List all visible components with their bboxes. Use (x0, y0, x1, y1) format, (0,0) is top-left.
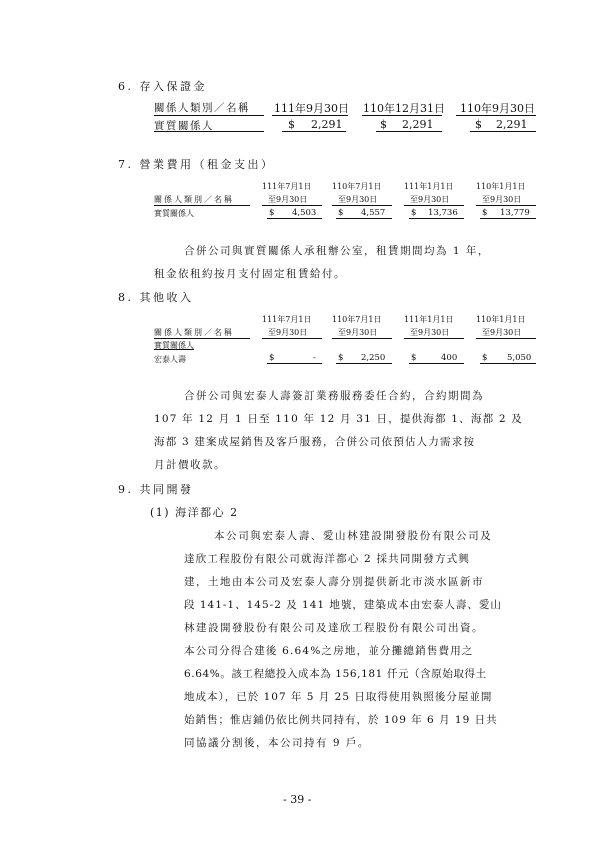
cell-value: 4,557 (361, 208, 386, 218)
cell-value: - (313, 353, 316, 363)
table-header-col-3-line-1: 111年1月1日 (404, 315, 454, 324)
cell-value: 4,503 (292, 208, 317, 218)
table-header-col-1-line-1: 111年7月1日 (262, 315, 312, 324)
value-rule (409, 218, 464, 219)
table-header-col-4-line-2: 至9月30日 (482, 328, 522, 337)
header-rule (404, 205, 464, 206)
table-header-col-2: 110年12月31日 (363, 102, 445, 115)
section-8-title: 8. 其他收入 (118, 291, 194, 304)
paragraph-line: 租金依租約按月支付固定租賃給付。 (154, 268, 346, 280)
header-rule (154, 338, 250, 339)
table-header-col-4-line-1: 110年1月1日 (476, 315, 526, 324)
currency-symbol: $ (288, 118, 295, 131)
paragraph-line: 合併公司與宏泰人壽簽訂業務服務委任合約，合約期間為 (184, 390, 484, 402)
header-rule (476, 205, 536, 206)
value-rule (480, 363, 536, 364)
paragraph-line: 海都 3 建案成屋銷售及客戶服務，合併公司依預估人力需求按 (154, 436, 476, 448)
table-header-col-3-line-2: 至9月30日 (410, 195, 450, 204)
row-label: 實質關係人 (154, 209, 194, 218)
table-header-col-2-line-1: 110年7月1日 (332, 182, 382, 191)
paragraph-line: 達欣工程股份有限公司就海洋都心 2 採共同開發方式興 (184, 553, 471, 565)
paragraph-line: 地成本），已於 107 年 5 月 25 日取得使用執照後分屋並開 (184, 691, 493, 703)
paragraph-line: 林建設開發股份有限公司及達欣工程股份有限公司出資。 (184, 622, 484, 634)
value-rule (267, 218, 322, 219)
row-label: 實質關係人 (154, 120, 214, 132)
table-header-col-1-line-2: 至9月30日 (268, 328, 308, 337)
value-rule (376, 131, 442, 132)
table-header-col-1: 111年9月30日 (274, 102, 349, 115)
table-header-col-4-line-2: 至9月30日 (482, 195, 522, 204)
table-header-col-1-line-2: 至9月30日 (268, 195, 308, 204)
section-6-title: 6. 存入保證金 (118, 80, 207, 93)
currency-symbol: $ (411, 208, 417, 218)
row-label: 宏泰人壽 (154, 355, 186, 364)
row-rule (154, 131, 264, 132)
table-header-col-2-line-2: 至9月30日 (338, 328, 378, 337)
table-header-col-2-line-2: 至9月30日 (338, 195, 378, 204)
paragraph-line: 同協議分割後，本公司持有 9 戶。 (184, 737, 370, 749)
currency-symbol: $ (269, 353, 275, 363)
currency-symbol: $ (380, 118, 387, 131)
header-rule (332, 338, 392, 339)
cell-value: 13,779 (500, 208, 530, 218)
currency-symbol: $ (482, 208, 488, 218)
value-rule (480, 218, 536, 219)
header-rule (476, 338, 536, 339)
table-header-col-3-line-2: 至9月30日 (410, 328, 450, 337)
header-rule (154, 205, 250, 206)
cell-value: 2,291 (496, 118, 528, 131)
paragraph-line: 月計價收款。 (154, 459, 226, 471)
currency-symbol: $ (411, 353, 417, 363)
cell-value: 2,250 (361, 353, 386, 363)
table-header-col-1-line-1: 111年7月1日 (262, 182, 312, 191)
section-9-title: 9. 共同開發 (118, 483, 194, 496)
table-header-col-2-line-1: 110年7月1日 (332, 315, 382, 324)
header-rule (262, 205, 322, 206)
cell-value: 2,291 (402, 118, 434, 131)
header-rule (404, 338, 464, 339)
table-header-col-4-line-1: 110年1月1日 (476, 182, 526, 191)
value-rule (470, 131, 536, 132)
header-rule (272, 115, 348, 116)
paragraph-line: 始銷售；惟店鋪仍依比例共同持有，於 109 年 6 月 19 日共 (184, 714, 498, 726)
header-rule (332, 205, 392, 206)
header-rule (154, 115, 264, 116)
value-rule (267, 363, 322, 364)
value-rule (409, 363, 464, 364)
currency-symbol: $ (475, 118, 482, 131)
header-rule (362, 115, 442, 116)
table-header-category: 關係人類別／名稱 (154, 195, 234, 204)
paragraph-line: 107 年 12 月 1 日至 110 年 12 月 31 日，提供海都 1、海都 2 及 (154, 413, 523, 425)
cell-value: 13,736 (428, 208, 458, 218)
table-header-col-3: 110年9月30日 (460, 102, 535, 115)
paragraph-line: 建，土地由本公司及宏泰人壽分別提供新北市淡水區新市 (184, 576, 484, 588)
value-rule (336, 363, 392, 364)
currency-symbol: $ (269, 208, 275, 218)
cell-value: 5,050 (507, 353, 532, 363)
currency-symbol: $ (338, 353, 344, 363)
table-header-category: 關係人類別／名稱 (154, 102, 250, 114)
section-7-title: 7. 營業費用（租金支出） (118, 158, 275, 171)
paragraph-line: 段 141-1、145-2 及 141 地號，建築成本由宏泰人壽、愛山 (184, 599, 502, 611)
value-rule (336, 218, 392, 219)
table-header-col-3-line-1: 111年1月1日 (404, 182, 454, 191)
currency-symbol: $ (482, 353, 488, 363)
paragraph-line: 本公司分得合建後 6.64%之房地，並分攤總銷售費用之 (184, 645, 474, 657)
currency-symbol: $ (338, 208, 344, 218)
group-rule (154, 349, 194, 350)
paragraph-line: 6.64%。該工程總投入成本為 156,181 仟元（含原始取得土 (184, 668, 487, 680)
subsection-title: (1) 海洋都心 2 (150, 506, 239, 519)
paragraph-line: 本公司與宏泰人壽、愛山林建設開發股份有限公司及 (214, 530, 493, 542)
header-rule (456, 115, 536, 116)
group-label: 實質關係人 (154, 341, 194, 350)
cell-value: 400 (441, 353, 458, 363)
table-header-category: 關係人類別／名稱 (154, 328, 234, 337)
cell-value: 2,291 (311, 118, 343, 131)
page-number: - 39 - (283, 793, 312, 806)
value-rule (282, 131, 346, 132)
header-rule (262, 338, 322, 339)
paragraph-line: 合併公司與實質關係人承租辦公室，租賃期間均為 1 年， (184, 245, 490, 257)
